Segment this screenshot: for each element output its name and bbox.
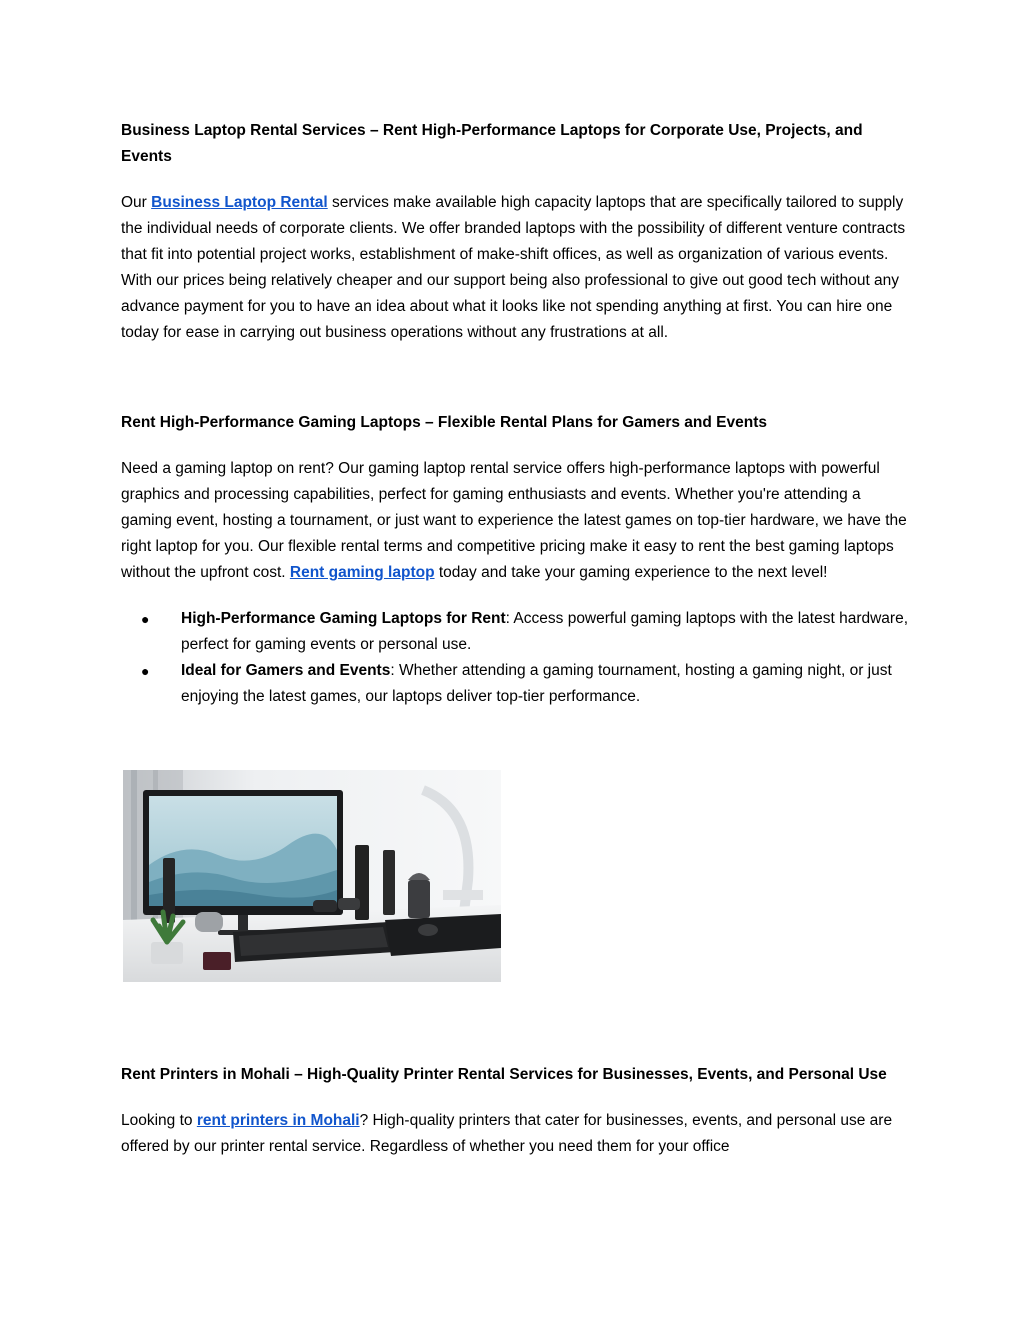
- paragraph-text: Our: [121, 194, 152, 211]
- list-item: [121, 606, 911, 658]
- business-laptop-paragraph: [121, 190, 911, 346]
- list-item: [121, 658, 911, 710]
- list-item-title: High-Performance Gaming Laptops for Rent: [181, 610, 506, 627]
- document-page: [121, 118, 911, 1180]
- printer-rental-paragraph: [121, 1108, 911, 1160]
- desk-computer-photo: [123, 770, 501, 982]
- gaming-laptop-section: [121, 410, 911, 982]
- paragraph-text: services make available high capacity laptops that are specifically tailored to supply the individual needs of corporate clients. We offer branded laptops with the possibility of different venture contracts that fit into potential project works, establishment of make-shift offices, as well as organization of various events. With our prices being relatively cheaper and our support being also professional to give out good tech without any advance payment for you to have an idea about what it looks like not spending anything at first. You can hire one today for ease in carrying out business operations without any frustrations at all.: [121, 194, 906, 341]
- paragraph-text: Need a gaming laptop on rent? Our gaming laptop rental service offers high-performance laptops with powerful graphics and processing capabilities, perfect for gaming enthusiasts and events. Whether you're attending a gaming event, hosting a tournament, or just want to experience the latest games on top-tier hardware, we have the right laptop for you. Our flexible rental terms and competitive pricing make it easy to rent the best gaming laptops without the upfront cost.: [121, 460, 907, 581]
- business-laptop-rental-link[interactable]: Business Laptop Rental: [151, 194, 328, 211]
- rent-gaming-laptop-link[interactable]: Rent gaming laptop: [289, 564, 435, 581]
- printer-rental-section: [121, 1062, 911, 1160]
- gaming-laptop-paragraph: [121, 456, 911, 586]
- bullet-icon: ●: [141, 611, 150, 627]
- bullet-icon: ●: [141, 663, 150, 679]
- list-item-text: : Whether attending a gaming tournament, hosting a gaming night, or just enjoying the latest games, our laptops deliver top-tier performance.: [181, 662, 892, 705]
- gaming-laptop-heading: Rent High-Performance Gaming Laptops – Flexible Rental Plans for Gamers and Events: [121, 414, 767, 431]
- paragraph-text: ? High-quality printers that cater for businesses, events, and personal use are offered by our printer rental service. Regardless of whether you need them for your office: [121, 1112, 893, 1155]
- gaming-feature-list: [121, 606, 911, 710]
- list-item-title: Ideal for Gamers and Events: [181, 662, 391, 679]
- business-laptop-section: [121, 118, 911, 346]
- rent-printers-mohali-link[interactable]: rent printers in Mohali: [196, 1112, 360, 1129]
- paragraph-text: Looking to: [121, 1112, 197, 1129]
- list-item-text: : Access powerful gaming laptops with the latest hardware, perfect for gaming events or personal use.: [181, 610, 909, 653]
- printer-rental-heading: Rent Printers in Mohali – High-Quality Printer Rental Services for Businesses, Events, and Personal Use: [121, 1066, 887, 1083]
- paragraph-text: today and take your gaming experience to the next level!: [434, 564, 828, 581]
- business-laptop-heading: Business Laptop Rental Services – Rent High-Performance Laptops for Corporate Use, Projects, and Events: [121, 122, 863, 165]
